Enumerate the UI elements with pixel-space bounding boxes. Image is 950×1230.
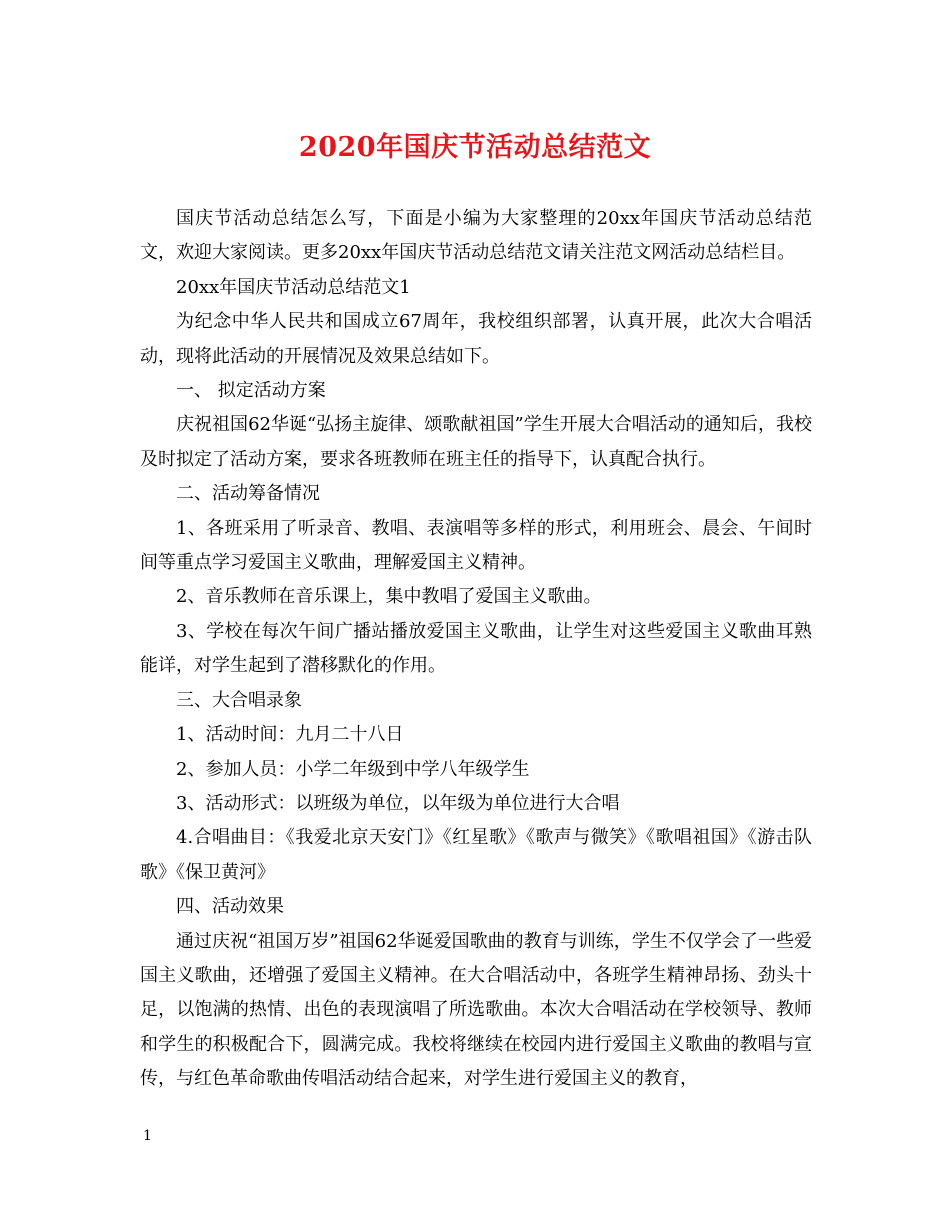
paragraph-time: 1、活动时间：九月二十八日 xyxy=(176,724,404,746)
paragraph-participants: 2、参加人员：小学二年级到中学八年级学生 xyxy=(176,758,530,780)
section-heading-3: 三、大合唱录象 xyxy=(176,689,302,711)
paragraph-prep-3: 3、学校在每次午间广播站播放爱国主义歌曲，让学生对这些爱国主义歌曲耳熟能详，对学生起到了潜移默化的作用。 xyxy=(140,620,812,677)
paragraph-subtitle: 20xx年国庆节活动总结范文1 xyxy=(176,276,411,298)
document-body xyxy=(140,202,812,1097)
paragraph-songs: 4.合唱曲目：《我爱北京天安门》《红星歌》《歌声与微笑》《歌唱祖国》《游击队歌》《保卫黄河》 xyxy=(140,827,812,883)
paragraph-prep-2: 2、音乐教师在音乐课上，集中教唱了爱国主义歌曲。 xyxy=(176,586,602,608)
paragraph-format: 3、活动形式：以班级为单位，以年级为单位进行大合唱 xyxy=(176,792,620,814)
section-heading-1: 一、 拟定活动方案 xyxy=(176,380,326,402)
page-number: 1 xyxy=(143,1128,152,1144)
document-title: 2020年国庆节活动总结范文 xyxy=(298,132,652,163)
paragraph-effect: 通过庆祝“祖国万岁”祖国62华诞爱国歌曲的教育与训练，学生不仅学会了一些爱国主义歌曲，还增强了爱国主义精神。在大合唱活动中，各班学生精神昂扬、劲头十足，以饱满的热情、出色的表现演唱了所选歌曲。本次大合唱活动在学校领导、教师和学生的积极配合下，圆满完成。我校将继续在校园内进行爱国主义歌曲的教唱与宣传，与红色革命歌曲传唱活动结合起来，对学生进行爱国主义的教育， xyxy=(140,930,812,1090)
paragraph-preface: 为纪念中华人民共和国成立67周年，我校组织部署，认真开展，此次大合唱活动，现将此活动的开展情况及效果总结如下。 xyxy=(140,311,812,367)
paragraph-plan: 庆祝祖国62华诞“弘扬主旋律、颂歌献祖国”学生开展大合唱活动的通知后，我校及时拟定了活动方案，要求各班教师在班主任的指导下，认真配合执行。 xyxy=(140,414,812,470)
section-heading-4: 四、活动效果 xyxy=(176,896,284,918)
paragraph-prep-1: 1、各班采用了听录音、教唱、表演唱等多样的形式，利用班会、晨会、午间时间等重点学习爱国主义歌曲，理解爱国主义精神。 xyxy=(140,517,812,574)
section-heading-2: 二、活动筹备情况 xyxy=(176,483,320,505)
paragraph-intro: 国庆节活动总结怎么写，下面是小编为大家整理的20xx年国庆节活动总结范文，欢迎大家阅读。更多20xx年国庆节活动总结范文请关注范文网活动总结栏目。 xyxy=(140,208,812,264)
